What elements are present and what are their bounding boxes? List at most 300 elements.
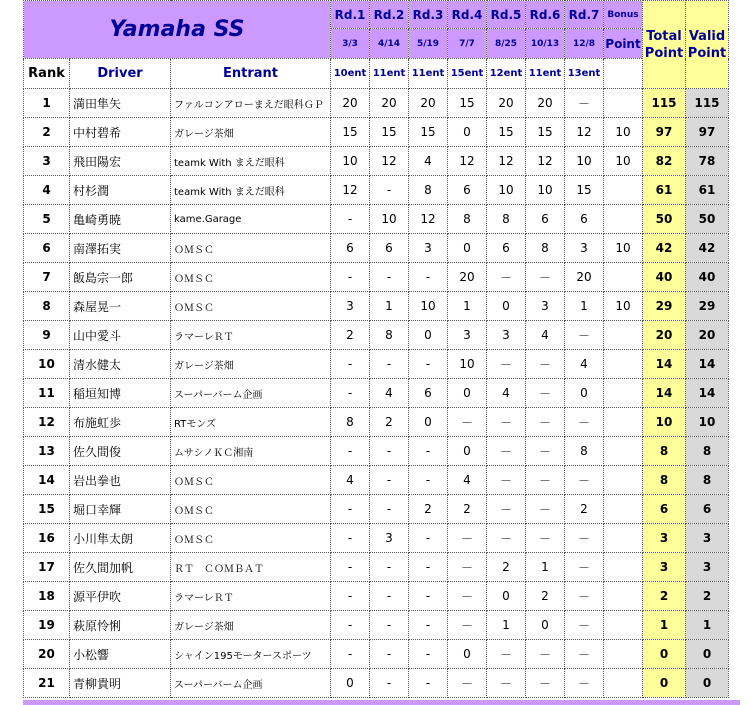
rank-cell: 17	[24, 553, 70, 582]
rank-cell: 2	[24, 118, 70, 147]
valid-line2: Point	[687, 45, 727, 61]
round-points-cell: 8	[409, 176, 448, 205]
rank-cell: 15	[24, 495, 70, 524]
round-points-cell: 0	[526, 611, 565, 640]
valid-cell: 3	[686, 524, 729, 553]
round-points-cell: 0	[448, 437, 487, 466]
round-points-cell: 8	[565, 437, 604, 466]
total-point-header	[643, 1, 686, 89]
round-points-cell: 1	[526, 553, 565, 582]
table-row	[24, 582, 729, 611]
table-row	[24, 379, 729, 408]
bonus-cell	[604, 379, 643, 408]
round-points-cell: 2	[409, 495, 448, 524]
bonus-cell	[604, 669, 643, 698]
round-points-cell: -	[331, 524, 370, 553]
round-points-cell: －	[487, 466, 526, 495]
driver-cell: 森屋晃一	[70, 292, 171, 321]
rank-cell: 18	[24, 582, 70, 611]
entrant-header: Entrant	[171, 59, 331, 89]
table-row	[24, 611, 729, 640]
round-points-cell: 0	[487, 582, 526, 611]
round-points-cell: －	[565, 640, 604, 669]
round-points-cell: -	[370, 495, 409, 524]
round-points-cell: －	[487, 350, 526, 379]
valid-cell: 8	[686, 437, 729, 466]
round-points-cell: 3	[565, 234, 604, 263]
round-entries: 11ent	[409, 59, 448, 89]
driver-cell: 稲垣知博	[70, 379, 171, 408]
bonus-cell	[604, 321, 643, 350]
bonus-cell	[604, 640, 643, 669]
bonus-cell	[604, 437, 643, 466]
round-points-cell: -	[370, 466, 409, 495]
round-points-cell: 15	[565, 176, 604, 205]
round-entries: 15ent	[448, 59, 487, 89]
valid-cell: 6	[686, 495, 729, 524]
round-entries: 11ent	[370, 59, 409, 89]
bonus-cell	[604, 89, 643, 118]
round-points-cell: 0	[448, 379, 487, 408]
round-points-cell: 2	[565, 495, 604, 524]
total-cell: 50	[643, 205, 686, 234]
round-points-cell: -	[331, 263, 370, 292]
round-points-cell: 2	[370, 408, 409, 437]
round-points-cell: 0	[448, 234, 487, 263]
round-points-cell: 3	[487, 321, 526, 350]
round-points-cell: －	[487, 437, 526, 466]
round-points-cell: 0	[448, 640, 487, 669]
driver-cell: 満田隼矢	[70, 89, 171, 118]
round-points-cell: -	[370, 350, 409, 379]
round-points-cell: -	[409, 669, 448, 698]
valid-point-header	[686, 1, 729, 89]
round-points-cell: -	[370, 582, 409, 611]
round-points-cell: 3	[448, 321, 487, 350]
rank-cell: 10	[24, 350, 70, 379]
bonus-cell	[604, 176, 643, 205]
total-line2: Point	[644, 45, 684, 61]
valid-cell: 14	[686, 379, 729, 408]
total-cell: 40	[643, 263, 686, 292]
round-points-cell: -	[409, 437, 448, 466]
round-points-cell: 2	[487, 553, 526, 582]
round-points-cell: －	[565, 553, 604, 582]
round-points-cell: 4	[409, 147, 448, 176]
bonus-cell	[604, 553, 643, 582]
round-points-cell: －	[526, 379, 565, 408]
round-points-cell: -	[409, 466, 448, 495]
round-points-cell: 10	[409, 292, 448, 321]
bonus-cell	[604, 350, 643, 379]
table-row	[24, 205, 729, 234]
valid-cell: 2	[686, 582, 729, 611]
rank-cell: 7	[24, 263, 70, 292]
entrant-cell: ガレージ茶畑	[171, 611, 331, 640]
round-points-cell: 2	[448, 495, 487, 524]
round-points-cell: 12	[448, 147, 487, 176]
round-points-cell: -	[370, 669, 409, 698]
round-points-cell: -	[331, 495, 370, 524]
round-points-cell: -	[370, 553, 409, 582]
round-points-cell: 8	[370, 321, 409, 350]
round-points-cell: -	[370, 437, 409, 466]
round-points-cell: 20	[526, 89, 565, 118]
round-points-cell: －	[526, 466, 565, 495]
round-points-cell: -	[409, 640, 448, 669]
round-points-cell: －	[526, 640, 565, 669]
round-points-cell: －	[487, 495, 526, 524]
total-cell: 115	[643, 89, 686, 118]
rank-cell: 13	[24, 437, 70, 466]
total-cell: 1	[643, 611, 686, 640]
total-cell: 8	[643, 437, 686, 466]
round-points-cell: 8	[448, 205, 487, 234]
round-points-cell: －	[565, 321, 604, 350]
total-cell: 42	[643, 234, 686, 263]
round-points-cell: 6	[448, 176, 487, 205]
round-points-cell: －	[487, 524, 526, 553]
round-points-cell: －	[448, 611, 487, 640]
round-points-cell: -	[409, 350, 448, 379]
table-row	[24, 234, 729, 263]
total-cell: 0	[643, 640, 686, 669]
table-row	[24, 466, 729, 495]
driver-cell: 飛田陽宏	[70, 147, 171, 176]
round-points-cell: 4	[370, 379, 409, 408]
entrant-cell: ファルコンアローまえだ眼科ＧＰ	[171, 89, 331, 118]
round-points-cell: 3	[409, 234, 448, 263]
round-points-cell: －	[448, 669, 487, 698]
round-date: 5/19	[409, 29, 448, 59]
round-points-cell: 6	[526, 205, 565, 234]
table-row	[24, 669, 729, 698]
rank-cell: 14	[24, 466, 70, 495]
round-points-cell: 20	[487, 89, 526, 118]
rank-cell: 3	[24, 147, 70, 176]
valid-cell: 42	[686, 234, 729, 263]
entrant-cell: ムサシノＫＣ湘南	[171, 437, 331, 466]
valid-cell: 61	[686, 176, 729, 205]
round-points-cell: 15	[526, 118, 565, 147]
round-points-cell: -	[409, 263, 448, 292]
rank-header: Rank	[24, 59, 70, 89]
rank-cell: 8	[24, 292, 70, 321]
total-cell: 14	[643, 350, 686, 379]
round-points-cell: 1	[487, 611, 526, 640]
round-points-cell: -	[370, 263, 409, 292]
round-points-cell: －	[526, 495, 565, 524]
round-points-cell: 2	[331, 321, 370, 350]
round-points-cell: 20	[331, 89, 370, 118]
round-points-cell: 0	[409, 321, 448, 350]
round-date: 8/25	[487, 29, 526, 59]
round-points-cell: 12	[409, 205, 448, 234]
round-points-cell: -	[409, 582, 448, 611]
round-points-cell: －	[448, 582, 487, 611]
driver-cell: 佐久間俊	[70, 437, 171, 466]
driver-cell: 村杉潤	[70, 176, 171, 205]
round-points-cell: -	[409, 553, 448, 582]
rank-cell: 12	[24, 408, 70, 437]
rank-cell: 16	[24, 524, 70, 553]
valid-cell: 50	[686, 205, 729, 234]
table-row	[24, 553, 729, 582]
round-points-cell: 4	[448, 466, 487, 495]
round-entries: 11ent	[526, 59, 565, 89]
round-points-cell: －	[448, 524, 487, 553]
valid-cell: 0	[686, 669, 729, 698]
round-points-cell: 0	[565, 379, 604, 408]
round-points-cell: 20	[370, 89, 409, 118]
total-cell: 14	[643, 379, 686, 408]
round-points-cell: 2	[526, 582, 565, 611]
round-points-cell: 6	[565, 205, 604, 234]
entrant-cell: ＯＭＳＣ	[171, 263, 331, 292]
total-cell: 29	[643, 292, 686, 321]
entrant-cell: ガレージ茶畑	[171, 350, 331, 379]
round-points-cell: －	[526, 669, 565, 698]
rank-cell: 19	[24, 611, 70, 640]
round-points-cell: 20	[448, 263, 487, 292]
round-points-cell: -	[331, 437, 370, 466]
round-points-cell: 10	[526, 176, 565, 205]
valid-cell: 115	[686, 89, 729, 118]
round-points-cell: －	[565, 466, 604, 495]
bonus-cell	[604, 263, 643, 292]
round-points-cell: 20	[409, 89, 448, 118]
bonus-cell	[604, 466, 643, 495]
round-points-cell: 8	[487, 205, 526, 234]
table-row	[24, 350, 729, 379]
table-row	[24, 524, 729, 553]
round-points-cell: 0	[487, 292, 526, 321]
round-points-cell: －	[487, 669, 526, 698]
driver-cell: 佐久間加帆	[70, 553, 171, 582]
driver-header: Driver	[70, 59, 171, 89]
table-title: Yamaha SS	[24, 1, 331, 59]
round-points-cell: －	[526, 263, 565, 292]
round-points-cell: 4	[487, 379, 526, 408]
total-cell: 3	[643, 553, 686, 582]
round-points-cell: 12	[526, 147, 565, 176]
round-points-cell: -	[409, 524, 448, 553]
table-row	[24, 495, 729, 524]
round-points-cell: -	[331, 611, 370, 640]
total-cell: 97	[643, 118, 686, 147]
entrant-cell: スーパーバーム企画	[171, 669, 331, 698]
round-points-cell: 15	[409, 118, 448, 147]
round-label: Rd.1	[331, 1, 370, 29]
round-points-cell: -	[409, 611, 448, 640]
round-points-cell: -	[331, 379, 370, 408]
table-row	[24, 176, 729, 205]
round-points-cell: 4	[526, 321, 565, 350]
round-label: Rd.3	[409, 1, 448, 29]
header-row-rounds	[24, 1, 729, 29]
bonus-cell	[604, 205, 643, 234]
round-points-cell: 3	[331, 292, 370, 321]
bonus-entries-blank	[604, 59, 643, 89]
table-row	[24, 263, 729, 292]
bonus-cell: 10	[604, 234, 643, 263]
rank-cell: 21	[24, 669, 70, 698]
total-cell: 10	[643, 408, 686, 437]
valid-cell: 14	[686, 350, 729, 379]
bonus-cell	[604, 524, 643, 553]
round-date: 12/8	[565, 29, 604, 59]
round-points-cell: 12	[370, 147, 409, 176]
bonus-cell	[604, 611, 643, 640]
entrant-cell: ＯＭＳＣ	[171, 234, 331, 263]
round-points-cell: -	[370, 640, 409, 669]
rank-cell: 11	[24, 379, 70, 408]
table-row	[24, 147, 729, 176]
round-date: 3/3	[331, 29, 370, 59]
total-cell: 61	[643, 176, 686, 205]
round-points-cell: 10	[370, 205, 409, 234]
round-points-cell: 3	[370, 524, 409, 553]
driver-cell: 中村碧希	[70, 118, 171, 147]
round-points-cell: －	[565, 89, 604, 118]
round-entries: 12ent	[487, 59, 526, 89]
valid-cell: 10	[686, 408, 729, 437]
round-points-cell: －	[526, 524, 565, 553]
round-points-cell: 10	[565, 147, 604, 176]
rank-cell: 6	[24, 234, 70, 263]
valid-cell: 78	[686, 147, 729, 176]
round-points-cell: 10	[448, 350, 487, 379]
table-row	[24, 118, 729, 147]
round-entries: 13ent	[565, 59, 604, 89]
driver-cell: 源平伊吹	[70, 582, 171, 611]
rank-cell: 9	[24, 321, 70, 350]
table-row	[24, 292, 729, 321]
round-label: Rd.4	[448, 1, 487, 29]
driver-cell: 岩出拳也	[70, 466, 171, 495]
table-row	[24, 437, 729, 466]
table-row	[24, 408, 729, 437]
round-points-cell: 10	[331, 147, 370, 176]
round-label: Rd.2	[370, 1, 409, 29]
round-date: 10/13	[526, 29, 565, 59]
driver-cell: 布施虹歩	[70, 408, 171, 437]
round-points-cell: 12	[331, 176, 370, 205]
round-points-cell: 12	[565, 118, 604, 147]
round-label: Rd.7	[565, 1, 604, 29]
driver-cell: 萩原怜悧	[70, 611, 171, 640]
round-points-cell: 12	[487, 147, 526, 176]
round-points-cell: －	[487, 408, 526, 437]
round-date: 7/7	[448, 29, 487, 59]
valid-cell: 20	[686, 321, 729, 350]
entrant-cell: teamk With まえだ眼科	[171, 176, 331, 205]
round-points-cell: -	[331, 553, 370, 582]
rank-cell: 1	[24, 89, 70, 118]
round-points-cell: 4	[565, 350, 604, 379]
rank-cell: 5	[24, 205, 70, 234]
total-cell: 6	[643, 495, 686, 524]
entrant-cell: ＯＭＳＣ	[171, 495, 331, 524]
total-cell: 20	[643, 321, 686, 350]
valid-cell: 0	[686, 640, 729, 669]
driver-cell: 山中愛斗	[70, 321, 171, 350]
bonus-cell	[604, 408, 643, 437]
round-points-cell: -	[370, 611, 409, 640]
total-cell: 0	[643, 669, 686, 698]
total-line1: Total	[646, 28, 682, 44]
valid-line1: Valid	[688, 28, 726, 44]
round-points-cell: －	[565, 582, 604, 611]
round-points-cell: 20	[565, 263, 604, 292]
round-points-cell: 6	[487, 234, 526, 263]
round-points-cell: -	[331, 350, 370, 379]
round-points-cell: 15	[370, 118, 409, 147]
round-points-cell: 0	[448, 118, 487, 147]
entrant-cell: ラマーレＲＴ	[171, 321, 331, 350]
bonus-header-top: Bonus	[604, 1, 643, 29]
entrant-cell: ＲＴ ＣＯＭＢＡＴ	[171, 553, 331, 582]
driver-cell: 小松響	[70, 640, 171, 669]
round-points-cell: 1	[370, 292, 409, 321]
entrant-cell: シャイン195モータースポーツ	[171, 640, 331, 669]
round-points-cell: －	[448, 408, 487, 437]
round-points-cell: 8	[526, 234, 565, 263]
bonus-cell	[604, 495, 643, 524]
valid-cell: 8	[686, 466, 729, 495]
driver-cell: 小川隼太朗	[70, 524, 171, 553]
driver-cell: 亀崎勇暁	[70, 205, 171, 234]
round-points-cell: 0	[331, 669, 370, 698]
driver-cell: 飯島宗一郎	[70, 263, 171, 292]
round-points-cell: 6	[331, 234, 370, 263]
round-points-cell: -	[331, 205, 370, 234]
round-points-cell: 15	[331, 118, 370, 147]
round-points-cell: 8	[331, 408, 370, 437]
round-points-cell: －	[565, 611, 604, 640]
table-row	[24, 321, 729, 350]
total-cell: 82	[643, 147, 686, 176]
round-points-cell: 6	[409, 379, 448, 408]
valid-cell: 40	[686, 263, 729, 292]
entrant-cell: RTモンズ	[171, 408, 331, 437]
round-points-cell: －	[565, 408, 604, 437]
bonus-cell: 10	[604, 292, 643, 321]
round-points-cell: －	[487, 640, 526, 669]
rank-cell: 20	[24, 640, 70, 669]
round-points-cell: －	[565, 669, 604, 698]
rank-cell: 4	[24, 176, 70, 205]
round-points-cell: 6	[370, 234, 409, 263]
round-points-cell: -	[370, 176, 409, 205]
round-points-cell: －	[448, 553, 487, 582]
entrant-cell: ガレージ茶畑	[171, 118, 331, 147]
entrant-cell: スーパーバーム企画	[171, 379, 331, 408]
round-points-cell: －	[565, 524, 604, 553]
round-points-cell: 15	[487, 118, 526, 147]
round-label: Rd.5	[487, 1, 526, 29]
entrant-cell: ラマーレＲＴ	[171, 582, 331, 611]
bonus-cell: 10	[604, 118, 643, 147]
driver-cell: 青柳貴明	[70, 669, 171, 698]
round-points-cell: －	[526, 408, 565, 437]
round-label: Rd.6	[526, 1, 565, 29]
entrant-cell: ＯＭＳＣ	[171, 466, 331, 495]
table-row	[24, 640, 729, 669]
table-row	[24, 89, 729, 118]
entrant-cell: teamk With まえだ眼科	[171, 147, 331, 176]
standings-table	[23, 0, 729, 698]
